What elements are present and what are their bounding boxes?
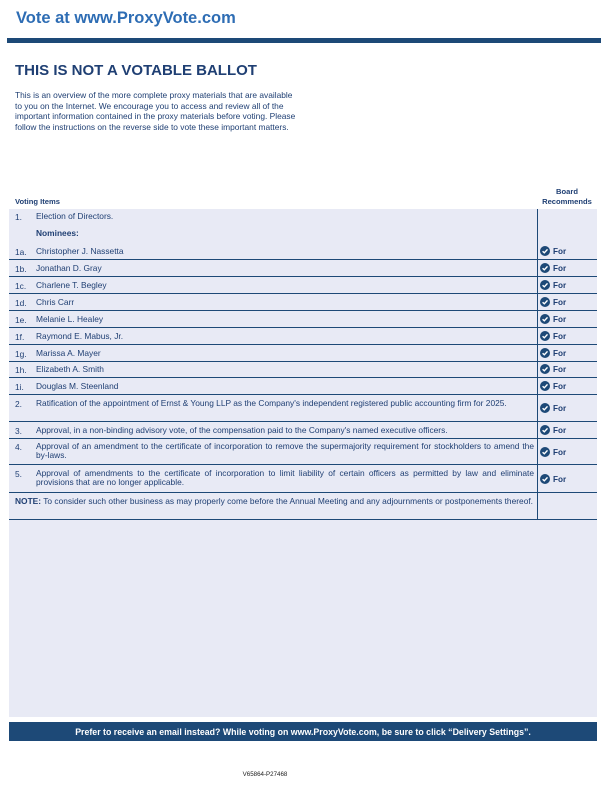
header-rule: [7, 38, 601, 43]
nominee-name: Elizabeth A. Smith: [36, 364, 104, 374]
nominee-row: [9, 328, 597, 345]
board-recommends-header: [537, 187, 597, 207]
recommendation: [540, 474, 566, 484]
note-label: NOTE:: [15, 496, 42, 506]
delivery-settings-banner: [9, 722, 597, 741]
check-circle-icon: [540, 403, 550, 413]
recommendation-label: For: [553, 297, 567, 307]
nominee-number: 1g.: [15, 349, 27, 359]
proposal-number: 5.: [15, 469, 22, 479]
nominee-name: Raymond E. Mabus, Jr.: [36, 331, 124, 341]
proposal-row: [9, 395, 597, 422]
recommendation-label: For: [553, 314, 567, 324]
proposal-number: 2.: [15, 399, 22, 409]
recommendation: [540, 297, 566, 307]
check-circle-icon: [540, 381, 550, 391]
document-code: V65864-P27468: [242, 771, 288, 778]
nominee-number: 1i.: [15, 382, 24, 392]
nominee-number: 1h.: [15, 365, 27, 375]
note-text: To consider such other business as may properly come before the Annual Meeting and any adjournments or postponements thereof.: [43, 496, 534, 506]
proposal-text: Ratification of the appointment of Ernst & Young LLP as the Company's independent registered public accounting firm for 2025.: [36, 398, 507, 408]
ballot-heading: THIS IS NOT A VOTABLE BALLOT: [15, 62, 257, 79]
nominee-row: [9, 294, 597, 311]
recommendation: [540, 348, 566, 358]
recommendation-label: For: [553, 425, 567, 435]
recommendation: [540, 425, 566, 435]
item-number: 1.: [15, 212, 22, 222]
voting-items-header: Voting Items: [15, 197, 61, 206]
recommendation-label: For: [553, 348, 567, 358]
proposal-text: Approval of amendments to the certificate of incorporation to limit liability of certain officers as permitted by law and eliminate provisions that are no longer applicable.: [36, 468, 534, 487]
recommendation: [540, 331, 566, 341]
recommendation-label: For: [553, 246, 567, 256]
check-circle-icon: [540, 474, 550, 484]
proposal-text: Approval of an amendment to the certificate of incorporation to remove the supermajority requirement for stockholders to amend the by-laws.: [36, 441, 534, 460]
proposal-row: [9, 465, 597, 493]
proposal-number: 4.: [15, 442, 22, 452]
check-circle-icon: [540, 425, 550, 435]
check-circle-icon: [540, 263, 550, 273]
nominee-row: [9, 243, 597, 260]
nominee-row: [9, 345, 597, 362]
recommendation: [540, 447, 566, 457]
nominees-label: Nominees:: [36, 228, 79, 238]
check-circle-icon: [540, 447, 550, 457]
nominee-name: Melanie L. Healey: [36, 314, 104, 324]
recommendation-label: For: [553, 364, 567, 374]
nominee-number: 1f.: [15, 332, 25, 342]
intro-paragraph: This is an overview of the more complete proxy materials that are available to you on the Internet. We encourage you to access and review all of the important information contained in the proxy materials before voting. Please follow the instructions on the reverse side to vote these important matters.: [15, 90, 296, 132]
nominee-row: [9, 260, 597, 277]
nominee-number: 1b.: [15, 264, 27, 274]
nominee-row: [9, 277, 597, 294]
recommendation: [540, 314, 566, 324]
nominee-number: 1e.: [15, 315, 27, 325]
proposal-row: [9, 422, 597, 439]
nominee-name: Charlene T. Begley: [36, 280, 107, 290]
nominee-row: [9, 362, 597, 378]
proposal-text: Approval, in a non-binding advisory vote, of the compensation paid to the Company's named executive officers.: [36, 425, 448, 435]
recommendation: [540, 263, 566, 273]
check-circle-icon: [540, 297, 550, 307]
nominee-name: Marissa A. Mayer: [36, 348, 101, 358]
recommendation-label: For: [553, 403, 567, 413]
recommendation: [540, 364, 566, 374]
recommendation-label: For: [553, 280, 567, 290]
board-recommends-line1: Board: [556, 187, 578, 196]
recommendation: [540, 381, 566, 391]
nominee-name: Jonathan D. Gray: [36, 263, 102, 273]
nominee-row: [9, 311, 597, 328]
recommendation-label: For: [553, 263, 567, 273]
check-circle-icon: [540, 280, 550, 290]
recommendation-label: For: [553, 381, 567, 391]
check-circle-icon: [540, 364, 550, 374]
nominee-name: Christopher J. Nassetta: [36, 246, 124, 256]
recommendation: [540, 246, 566, 256]
recommendation-label: For: [553, 474, 567, 484]
header-title: Vote at www.ProxyVote.com: [16, 9, 236, 27]
check-circle-icon: [540, 246, 550, 256]
board-recommends-line2: Recommends: [542, 197, 592, 206]
banner-text: Prefer to receive an email instead? While voting on www.ProxyVote.com, be sure to click “Delivery Settings”.: [75, 726, 531, 737]
nominee-name: Douglas M. Steenland: [36, 381, 119, 391]
nominee-number: 1c.: [15, 281, 27, 291]
item-1-row: [9, 209, 597, 243]
recommendation-label: For: [553, 331, 567, 341]
nominee-number: 1d.: [15, 298, 27, 308]
check-circle-icon: [540, 348, 550, 358]
proposal-number: 3.: [15, 426, 22, 436]
nominee-row: [9, 378, 597, 395]
nominee-number: 1a.: [15, 247, 27, 257]
nominee-name: Chris Carr: [36, 297, 75, 307]
note: [15, 496, 534, 506]
check-circle-icon: [540, 314, 550, 324]
proposal-row: [9, 439, 597, 465]
check-circle-icon: [540, 331, 550, 341]
recommendation-label: For: [553, 447, 567, 457]
recommendation: [540, 403, 566, 413]
recommendation: [540, 280, 566, 290]
item-text: Election of Directors.: [36, 211, 114, 221]
